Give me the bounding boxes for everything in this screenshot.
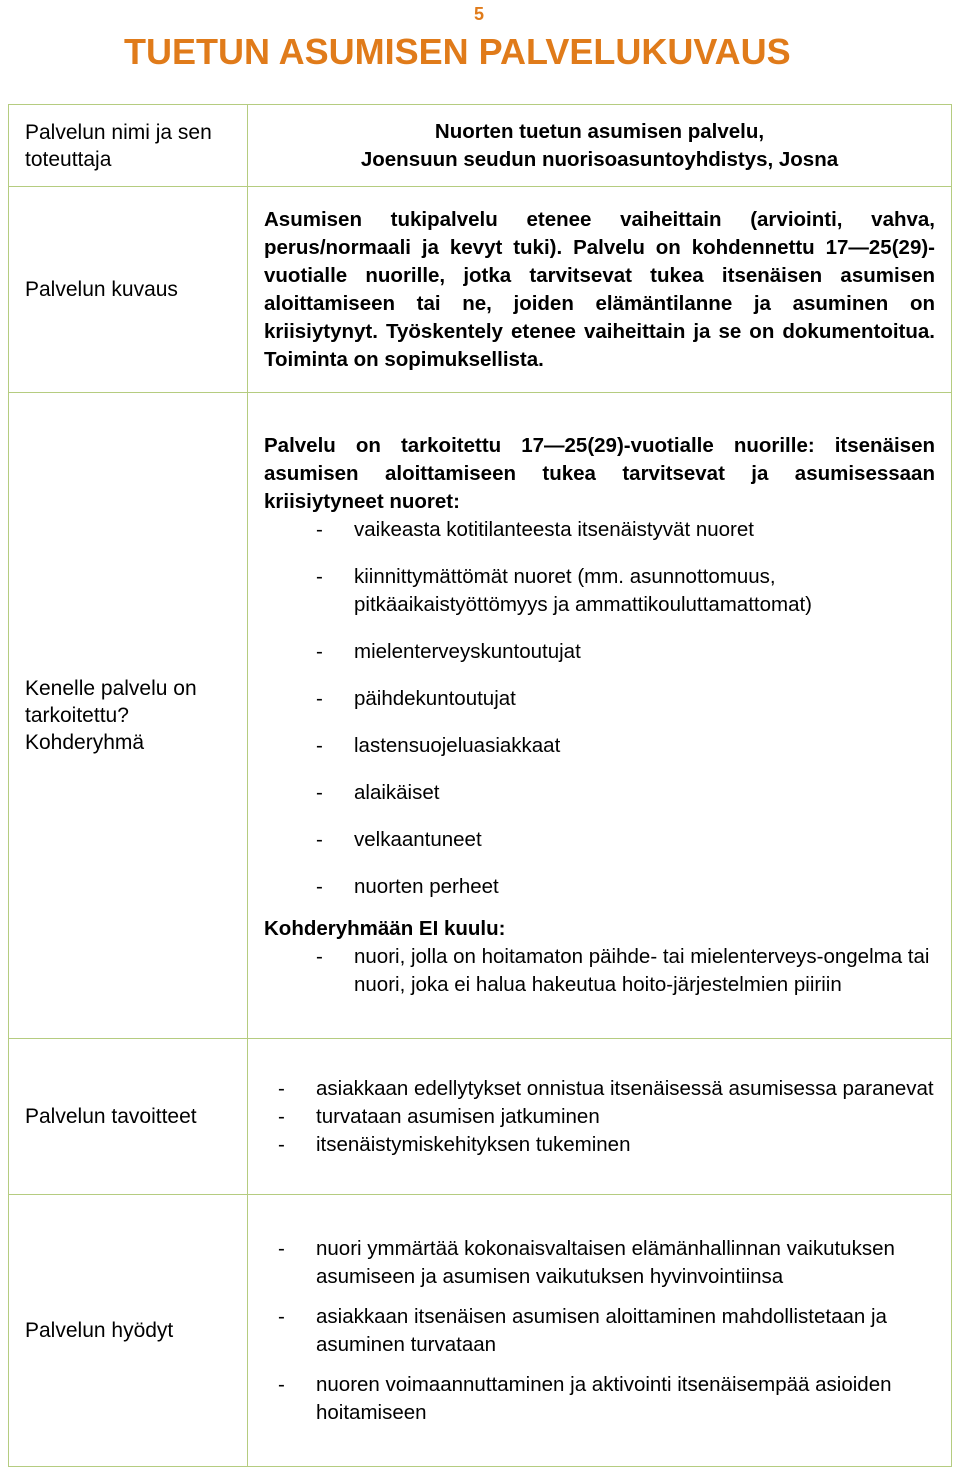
benefits-label: Palvelun hyödyt (9, 1195, 248, 1467)
list-item: - mielenterveyskuntoutujat (264, 638, 935, 666)
goals-row (9, 1039, 952, 1195)
goals-label: Palvelun tavoitteet (9, 1039, 248, 1195)
list-item: - velkaantuneet (264, 826, 935, 854)
list-item: - vaikeasta kotitilanteesta itsenäistyvät nuoret (264, 516, 935, 544)
page-number: 5 (474, 4, 485, 24)
provider-label: Palvelun nimi ja sen toteuttaja (9, 105, 248, 187)
provider-organization: Joensuun seudun nuorisoasuntoyhdistys, Josna (360, 147, 839, 171)
goals-content (248, 1039, 952, 1195)
target-group-heading: Kohderyhmä (25, 731, 145, 754)
description-row (9, 187, 952, 393)
list-item: - lastensuojeluasiakkaat (264, 732, 935, 760)
excluded-heading: Kohderyhmään EI kuulu: (264, 917, 506, 940)
list-item: - nuoren voimaannuttaminen ja aktivointi itsenäisempää asioiden hoitamiseen (226, 1371, 935, 1427)
description-text: Asumisen tukipalvelu etenee vaiheittain (arviointi, vahva, perus/normaali ja kevyt tuki). Palvelu on kohdennettu 17—25(29)-vuotialle nuorille, jotka tarvitsevat tukea itsenäisen asumisen aloittamiseen tai ne, joiden elämäntilanne ja asuminen on kriisiytynyt. Työskentely etenee vaiheittain ja se on dokumentoitua. Toiminta on sopimuksellista. (248, 187, 952, 393)
list-item: - asiakkaan itsenäisen asumisen aloittaminen mahdollistetaan ja asuminen turvataan (226, 1303, 935, 1359)
excluded-list (264, 943, 935, 999)
list-item: - nuori, jolla on hoitamaton päihde- tai mielenterveys-ongelma tai nuori, joka ei halua hakeutua hoito-järjestelmien piiriin (264, 943, 935, 999)
benefits-list (226, 1235, 935, 1427)
benefits-content (248, 1195, 952, 1467)
list-item: - nuorten perheet (264, 873, 935, 901)
target-group-intro: Palvelu on tarkoitettu 17—25(29)-vuotialle nuorille: itsenäisen asumisen aloittamiseen tukea tarvitsevat ja asumisessaan kriisiytyneet nuoret: (264, 434, 935, 513)
target-group-content (248, 393, 952, 1039)
list-item: - kiinnittymättömät nuoret (mm. asunnottomuus, pitkäaikaistyöttömyys ja ammattikouluttamattomat) (264, 563, 935, 619)
target-group-row (9, 393, 952, 1039)
description-label: Palvelun kuvaus (9, 187, 248, 393)
goals-list (226, 1075, 935, 1159)
target-group-question: Kenelle palvelu on tarkoitettu? (25, 677, 197, 727)
provider-row (9, 105, 952, 187)
list-item: - asiakkaan edellytykset onnistua itsenäisessä asumisessa paranevat (226, 1075, 935, 1103)
provider-service-name: Nuorten tuetun asumisen palvelu, (434, 119, 765, 143)
list-item: - itsenäistymiskehityksen tukeminen (226, 1131, 935, 1159)
list-item: - turvataan asumisen jatkuminen (226, 1103, 935, 1131)
provider-content (248, 105, 952, 187)
document-title: TUETUN ASUMISEN PALVELUKUVAUS (124, 31, 791, 72)
list-item: - nuori ymmärtää kokonaisvaltaisen elämänhallinnan vaikutuksen asumiseen ja asumisen vaikutuksen hyvinvointiinsa (226, 1235, 935, 1291)
list-item: - alaikäiset (264, 779, 935, 807)
service-description-table (8, 104, 952, 1467)
target-group-label (9, 393, 248, 1039)
list-item: - päihdekuntoutujat (264, 685, 935, 713)
benefits-row (9, 1195, 952, 1467)
target-group-list (264, 516, 935, 901)
